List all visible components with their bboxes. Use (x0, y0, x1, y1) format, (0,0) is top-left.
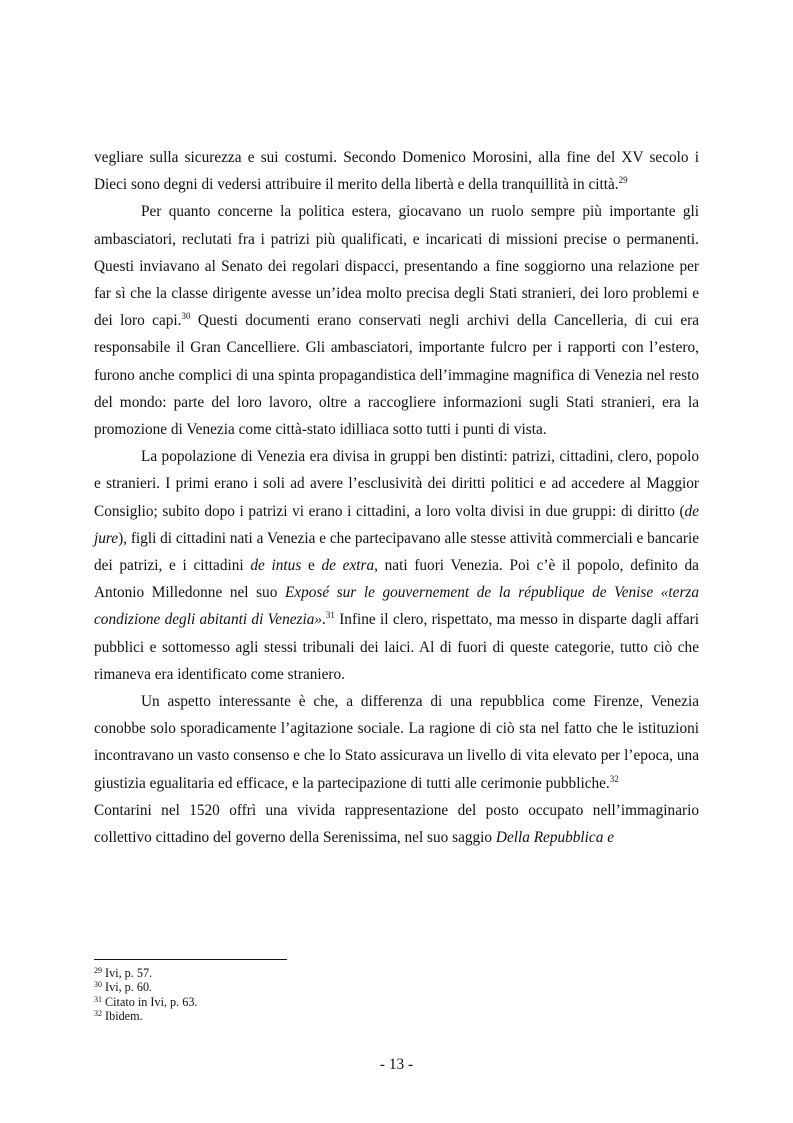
paragraph-4 (94, 688, 699, 797)
footnote-text: Citato in Ivi, p. 63. (102, 994, 198, 1009)
text-run: Questi documenti erano conservati negli archivi della Cancelleria, di cui era responsabile il Gran Cancelliere. Gli ambasciatori, importante fulcro per i rapporti con l’estero, furono anche complici di una spinta propagandistica dell’immagine magnifica di Venezia nel resto del mondo: parte del loro lavoro, oltre a raccogliere informazioni sugli Stati stranieri, era la promozione di Venezia come città-stato idilliaca sotto tutti i punti di vista. (94, 312, 699, 439)
paragraph-5 (94, 797, 699, 851)
text-run: Per quanto concerne la politica estera, giocavano un ruolo sempre più importante gli ambasciatori, reclutati fra i patrizi più qualificati, e incaricati di missioni precise o permanenti. Questi inviavano al Senato dei regolari dispacci, presentando a fine soggiorno una relazione per far sì che la classe dirigente avesse un’idea molto precisa degli Stati stranieri, dei loro problemi e dei loro capi. (94, 203, 699, 330)
footnote-ref-32: 32 (609, 773, 619, 784)
footnote-text: Ivi, p. 57. (102, 966, 153, 980)
italic-run: de intus (250, 557, 302, 575)
text-run: Infine il clero, rispettato, ma messo in disparte dagli affari pubblici e sottomesso agli stessi tribunali dei laici. Al di fuori di queste categorie, tutto ciò che rimaneva era identificato come straniero. (94, 611, 699, 683)
text-run: Un aspetto interessante è che, a differenza di una repubblica come Firenze, Venezia conobbe solo sporadicamente l’agitazione sociale. La ragione di ciò sta nel fatto che le istituzioni incontravano un vasto consenso e che lo Stato assicurava un livello di vita elevato per l’epoca, una giustizia egualitaria ed efficace, e la partecipazione di tutti alle cerimonie pubbliche. (94, 693, 699, 792)
footnote-text: Ibidem. (102, 1009, 143, 1024)
page-number: - 13 - (379, 1056, 414, 1073)
footnote-ref-31: 31 (325, 610, 335, 621)
text-run: vegliare sulla sicurezza e sui costumi. Secondo Domenico Morosini, alla fine del XV secolo i Dieci sono degni di vedersi attribuire il merito della libertà e della tranquillità in città. (94, 149, 699, 194)
italic-run: de jure (94, 502, 699, 547)
footnote-ref-30: 30 (181, 311, 191, 322)
footnote-number: 29 (94, 966, 102, 975)
text-run: . (322, 611, 326, 629)
text-run: , nati fuori Venezia. Poi c’è il popolo, definito da Antonio Milledonne nel suo (94, 557, 699, 602)
footnote-separator (94, 959, 287, 960)
footnote-number: 30 (94, 980, 102, 990)
footnote-text: Ivi, p. 60. (102, 980, 153, 995)
text-run: e (301, 557, 322, 575)
text-run: ), figli di cittadini nati a Venezia e che partecipavano alle stesse attività commerciali e bancarie dei patrizi, e i cittadini (94, 529, 699, 575)
footnote-30 (94, 980, 699, 994)
footnote-number: 31 (94, 994, 102, 1004)
italic-run: de extra (321, 557, 375, 575)
footnotes (94, 966, 699, 1024)
italic-run: Della Repubblica e (495, 829, 614, 847)
body-text (94, 144, 699, 851)
italic-run: Exposé sur le gouvernement de la république de Venise «terza condizione degli abitanti di Venezia» (94, 584, 699, 629)
footnote-ref-29: 29 (618, 175, 628, 186)
footnote-number: 32 (94, 1009, 102, 1019)
paragraph-3 (94, 443, 699, 688)
footnote-31 (94, 995, 699, 1009)
text-run: La popolazione di Venezia era divisa in gruppi ben distinti: patrizi, cittadini, clero, popolo e stranieri. I primi erano i soli ad avere l’esclusività dei diritti politici e ad accedere al Maggior Consiglio; subito dopo i patrizi vi erano i cittadini, a loro volta divisi in due gruppi: di diritto ( (94, 448, 699, 520)
footnote-29 (94, 966, 699, 980)
footnote-32 (94, 1009, 699, 1023)
paragraph-1 (94, 144, 699, 198)
text-run: Contarini nel 1520 offrì una vivida rappresentazione del posto occupato nell’immaginario collettivo cittadino del governo della Serenissima, nel suo saggio (94, 801, 699, 847)
paragraph-2 (94, 198, 699, 443)
